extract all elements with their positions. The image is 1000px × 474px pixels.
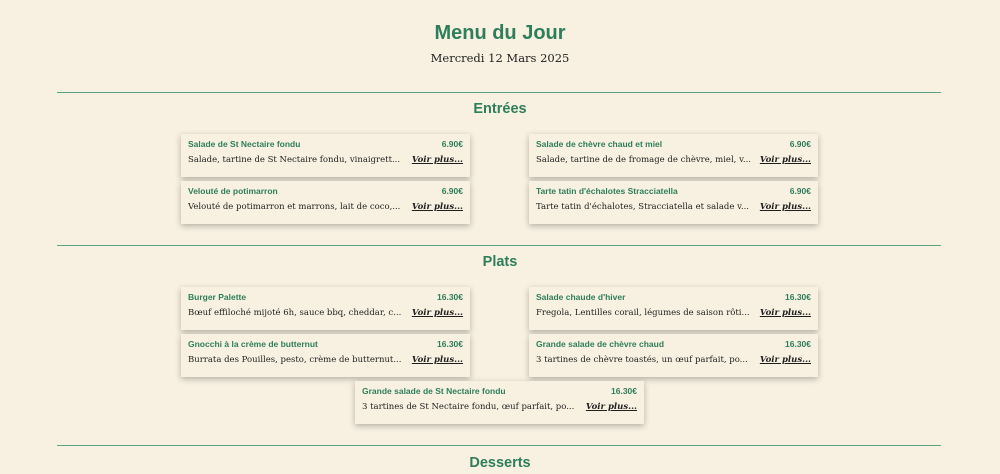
menu-card[interactable] [529, 134, 818, 177]
dish-description: 3 tartines de St Nectaire fondu, œuf parfait, po... [362, 402, 575, 412]
see-more-link[interactable]: Voir plus... [411, 308, 463, 318]
menu-date: Mercredi 12 Mars 2025 [430, 51, 570, 65]
dish-description: Tarte tatin d'échalotes, Stracciatella et salade v... [536, 202, 750, 212]
dish-name: Salade de St Nectaire fondu [188, 139, 301, 149]
dish-name: Grande salade de St Nectaire fondu [362, 386, 506, 396]
see-more-link[interactable]: Voir plus... [411, 155, 463, 165]
dish-price: 16.30€ [611, 386, 637, 396]
menu-card[interactable] [529, 181, 818, 224]
dish-name: Gnocchi à la crème de butternut [188, 339, 318, 349]
dish-name: Burger Palette [188, 292, 247, 302]
section-title-entrees: Entrées [473, 101, 527, 117]
dish-name: Tarte tatin d'échalotes Stracciatella [536, 186, 678, 196]
dish-name: Salade chaude d'hiver [536, 292, 626, 302]
section-divider [57, 445, 941, 446]
see-more-link[interactable]: Voir plus... [411, 202, 463, 212]
menu-card[interactable] [529, 287, 818, 330]
page-title: Menu du Jour [434, 22, 566, 44]
see-more-link[interactable]: Voir plus... [759, 355, 811, 365]
dish-price: 16.30€ [785, 292, 811, 302]
dish-name: Velouté de potimarron [188, 186, 278, 196]
dish-description: Bœuf effiloché mijoté 6h, sauce bbq, cheddar, c... [188, 308, 402, 318]
menu-card[interactable] [181, 334, 470, 377]
section-divider [57, 245, 941, 246]
dish-price: 6.90€ [789, 186, 811, 196]
see-more-link[interactable]: Voir plus... [759, 202, 811, 212]
dish-price: 16.30€ [785, 339, 811, 349]
section-divider [57, 92, 941, 93]
section-title-desserts: Desserts [469, 455, 531, 471]
dish-price: 16.30€ [437, 292, 463, 302]
see-more-link[interactable]: Voir plus... [759, 308, 811, 318]
menu-card[interactable] [529, 334, 818, 377]
dish-description: Fregola, Lentilles corail, légumes de saison rôti... [536, 308, 750, 318]
menu-card[interactable] [181, 134, 470, 177]
menu-header [0, 0, 1000, 65]
dish-name: Grande salade de chèvre chaud [536, 339, 665, 349]
see-more-link[interactable]: Voir plus... [585, 402, 637, 412]
section-title-plats: Plats [482, 254, 518, 270]
dish-description: Velouté de potimarron et marrons, lait de coco,... [188, 202, 401, 212]
dish-description: Salade, tartine de St Nectaire fondu, vinaigrett... [188, 155, 401, 165]
menu-card[interactable] [181, 181, 470, 224]
dish-price: 6.90€ [789, 139, 811, 149]
dish-price: 16.30€ [437, 339, 463, 349]
see-more-link[interactable]: Voir plus... [411, 355, 463, 365]
menu-card[interactable] [181, 287, 470, 330]
dish-price: 6.90€ [441, 139, 463, 149]
dish-description: Salade, tartine de de fromage de chèvre, miel, v... [536, 155, 751, 165]
dish-price: 6.90€ [441, 186, 463, 196]
see-more-link[interactable]: Voir plus... [759, 155, 811, 165]
dish-name: Salade de chèvre chaud et miel [536, 139, 663, 149]
dish-description: 3 tartines de chèvre toastés, un œuf parfait, po... [536, 355, 748, 365]
dish-description: Burrata des Pouilles, pesto, crème de butternut... [188, 355, 402, 365]
menu-card[interactable] [355, 381, 644, 424]
